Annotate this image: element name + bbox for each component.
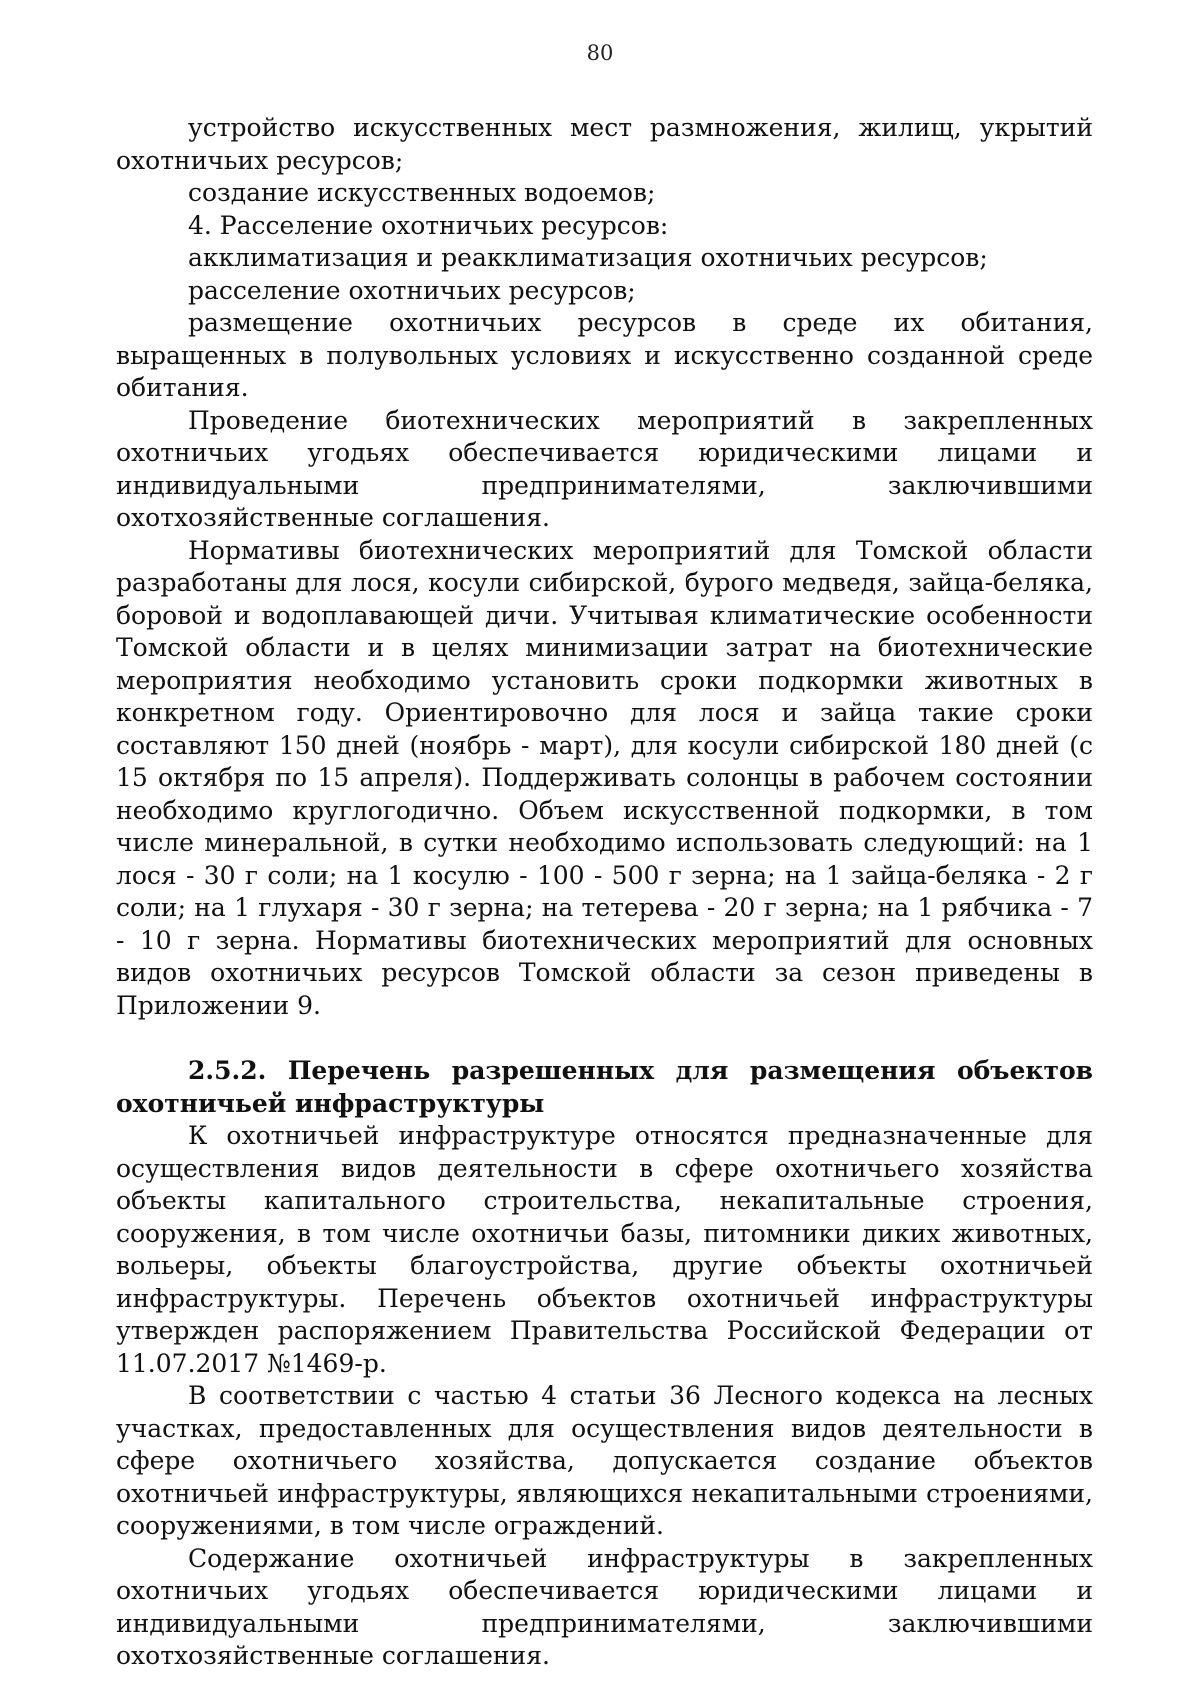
paragraph: Нормативы биотехнических мероприятий для Томской области разработаны для лося, косули сибирской, бурого медведя, зайца-беляка, боровой и водоплавающей дичи. Учитывая климатические особенности Томской области и в целях минимизации затрат на биотехнические мероприятия необходимо установить сроки подкормки животных в конкретном году. Ориентировочно для лося и зайца такие сроки составляют 150 дней (ноябрь - март), для косули сибирской 180 дней (с 15 октября по 15 апреля). Поддерживать солонцы в рабочем состоянии необходимо круглогодично. Объем искусственной подкормки, в том числе минеральной, в сутки необходимо использовать следующий: на 1 лося - 30 г соли; на 1 косулю - 100 - 500 г зерна; на 1 зайца-беляка - 2 г соли; на 1 глухаря - 30 г зерна; на тетерева - 20 г зерна; на 1 рябчика - 7 - 10 г зерна. Нормативы биотехнических мероприятий для основных видов охотничьих ресурсов Томской области за сезон приведены в Приложении 9. bbox=[116, 535, 1093, 1020]
paragraph: акклиматизация и реакклиматизация охотничьих ресурсов; bbox=[188, 243, 988, 272]
paragraph: В соответствии с частью 4 статьи 36 Лесного кодекса на лесных участках, предоставленных для осуществления видов деятельности в сфере охотничьего хозяйства, допускается создание объектов охотничьей инфраструктуры, являющихся некапитальными строениями, сооружениями, в том числе ограждений. bbox=[116, 1381, 1093, 1540]
paragraph: расселение охотничьих ресурсов; bbox=[188, 275, 636, 305]
paragraph: К охотничьей инфраструктуре относятся предназначенные для осуществления видов деятельности в сфере охотничьего хозяйства объекты капитального строительства, некапитальные строения, сооружения, в том числе охотничьи базы, питомники диких животных, вольеры, объекты благоустройства, другие объекты охотничьей инфраструктуры. Перечень объектов охотничьей инфраструктуры утвержден распоряжением Правительства Российской Федерации от 11.07.2017 №1469-р. bbox=[116, 1121, 1093, 1378]
section-heading: 2.5.2. Перечень разрешенных для размещения объектов охотничьей инфраструктуры bbox=[116, 1056, 1093, 1118]
page-number: 80 bbox=[586, 41, 614, 65]
paragraph: размещение охотничьих ресурсов в среде их обитания, выращенных в полувольных условиях и искусственно созданной среде обитания. bbox=[116, 308, 1093, 402]
paragraph: создание искусственных водоемов; bbox=[188, 178, 656, 207]
document-body bbox=[116, 112, 1093, 1673]
paragraph: Проведение биотехнических мероприятий в закрепленных охотничьих угодьях обеспечивается юридическими лицами и индивидуальными предпринимателями, заключившими охотхозяйственные соглашения. bbox=[116, 405, 1093, 532]
paragraph: устройство искусственных мест размножения, жилищ, укрытий охотничьих ресурсов; bbox=[116, 113, 1093, 175]
paragraph: 4. Расселение охотничьих ресурсов: bbox=[188, 210, 669, 240]
paragraph: Содержание охотничьей инфраструктуры в закрепленных охотничьих угодьях обеспечивается юридическими лицами и индивидуальными предпринимателями, заключившими охотхозяйственные соглашения. bbox=[116, 1543, 1093, 1670]
